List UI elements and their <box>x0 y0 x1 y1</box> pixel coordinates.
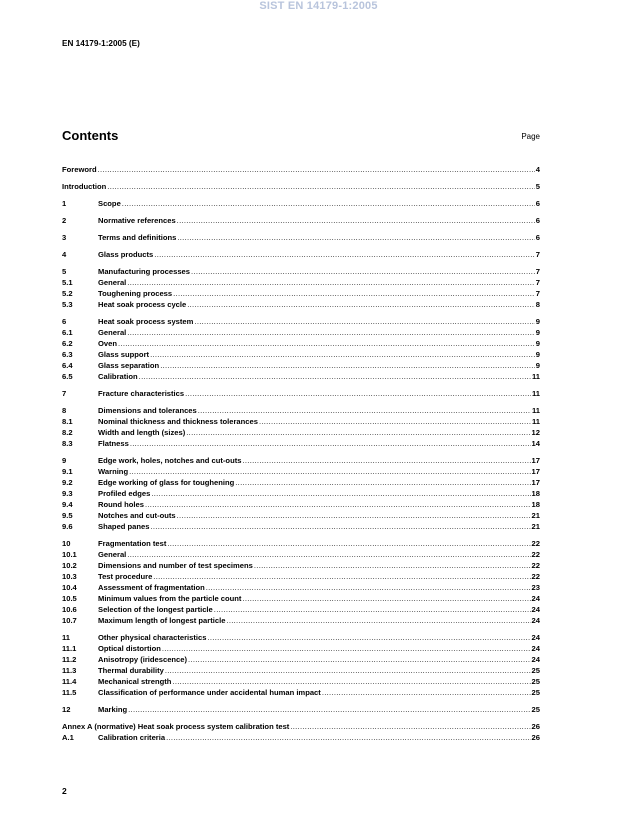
toc-entry-number: 1 <box>62 199 67 208</box>
toc-entry[interactable] <box>62 165 540 175</box>
toc-entry-title: Glass separation <box>98 361 160 370</box>
dot-leader <box>150 350 535 360</box>
dot-leader <box>194 317 534 327</box>
toc-entry-page: 18 <box>531 500 540 509</box>
toc-entry-title: Dimensions and number of test specimens <box>98 561 253 570</box>
toc-entry-number: 9.1 <box>62 467 73 476</box>
toc-entry[interactable] <box>62 350 540 360</box>
toc-entry-page: 11 <box>531 389 540 398</box>
toc-entry-page: 22 <box>531 572 540 581</box>
toc-entry[interactable] <box>62 572 540 582</box>
toc-entry-page: 17 <box>531 478 540 487</box>
toc-entry-title: General <box>98 328 127 337</box>
toc-entry-title: Glass support <box>98 350 150 359</box>
toc-entry[interactable] <box>62 733 540 743</box>
toc-entry-title: Toughening process <box>98 289 173 298</box>
toc-entry-title: Marking <box>98 705 128 714</box>
dot-leader <box>166 733 530 743</box>
toc-entry-number: 6.3 <box>62 350 73 359</box>
toc-entry-title: Minimum values from the particle count <box>98 594 242 603</box>
toc-entry-title: Selection of the longest particle <box>98 605 213 614</box>
dot-leader <box>145 500 531 510</box>
toc-entry-number: 6.4 <box>62 361 73 370</box>
dot-leader <box>127 278 534 288</box>
toc-entry[interactable] <box>62 300 540 310</box>
toc-entry-number: 11.5 <box>62 688 77 697</box>
dot-leader <box>177 511 531 521</box>
toc-entry-title: Calibration criteria <box>98 733 166 742</box>
toc-entry[interactable] <box>62 666 540 676</box>
dot-leader <box>173 289 535 299</box>
toc-entry-title: Nominal thickness and thickness tolerances <box>98 417 258 426</box>
toc-entry-page: 26 <box>531 733 540 742</box>
toc-entry-number: A.1 <box>62 733 74 742</box>
document-id: EN 14179-1:2005 (E) <box>62 39 140 48</box>
toc-entry[interactable] <box>62 539 540 549</box>
dot-leader <box>154 250 534 260</box>
toc-entry-page: 22 <box>531 539 540 548</box>
toc-entry-title: General <box>98 278 127 287</box>
toc-entry-title: Fracture characteristics <box>98 389 185 398</box>
toc-entry-title: Width and length (sizes) <box>98 428 186 437</box>
toc-entry-number: 9.6 <box>62 522 73 531</box>
toc-entry-number: 10.5 <box>62 594 77 603</box>
toc-entry[interactable] <box>62 633 540 643</box>
toc-entry[interactable] <box>62 372 540 382</box>
toc-entry-page: 25 <box>531 666 540 675</box>
toc-entry-page: 24 <box>531 644 540 653</box>
toc-entry[interactable] <box>62 456 540 466</box>
dot-leader <box>207 633 530 643</box>
toc-entry[interactable] <box>62 267 540 277</box>
toc-entry-title: Round holes <box>98 500 144 509</box>
dot-leader <box>198 406 531 416</box>
dot-leader <box>177 233 534 243</box>
dot-leader <box>172 677 530 687</box>
toc-entry-page: 7 <box>535 250 540 259</box>
toc-entry[interactable] <box>62 417 540 427</box>
toc-entry-page: 7 <box>535 267 540 276</box>
toc-entry[interactable] <box>62 605 540 615</box>
toc-entry-number: 4 <box>62 250 67 259</box>
toc-entry-page: 24 <box>531 605 540 614</box>
toc-entry-page: 4 <box>535 165 540 174</box>
page-number: 2 <box>62 786 67 796</box>
toc-entry-title: Other physical characteristics <box>98 633 207 642</box>
toc-entry-title: Profiled edges <box>98 489 151 498</box>
toc-entry-page: 9 <box>535 350 540 359</box>
dot-leader <box>188 655 531 665</box>
toc-entry-title: Shaped panes <box>98 522 150 531</box>
toc-entry-page: 21 <box>531 511 540 520</box>
toc-entry-title: Notches and cut-outs <box>98 511 176 520</box>
toc-entry-number: 8.1 <box>62 417 73 426</box>
toc-entry[interactable] <box>62 361 540 371</box>
toc-entry-number: 6 <box>62 317 67 326</box>
toc-entry-title: Test procedure <box>98 572 153 581</box>
toc-entry-title: Mechanical strength <box>98 677 172 686</box>
toc-entry-number: 3 <box>62 233 67 242</box>
toc-entry-title: Oven <box>98 339 117 348</box>
toc-entry-title: Foreword <box>62 165 97 174</box>
page-column-label: Page <box>521 132 540 141</box>
toc-entry-page: 21 <box>531 522 540 531</box>
toc-entry-page: 7 <box>535 278 540 287</box>
dot-leader <box>214 605 531 615</box>
toc-entry-number: 10 <box>62 539 71 548</box>
toc-entry-title: Warning <box>98 467 129 476</box>
toc-entry-title: Calibration <box>98 372 138 381</box>
toc-entry-number: 10.1 <box>62 550 77 559</box>
toc-entry[interactable] <box>62 216 540 226</box>
toc-entry-title: Scope <box>98 199 121 208</box>
dot-leader <box>206 583 531 593</box>
toc-entry-page: 17 <box>531 467 540 476</box>
toc-entry[interactable] <box>62 317 540 327</box>
toc-entry[interactable] <box>62 616 540 626</box>
toc-entry-number: 9.4 <box>62 500 73 509</box>
dot-leader <box>129 467 530 477</box>
toc-entry-number: 8 <box>62 406 67 415</box>
toc-entry-number: 6.1 <box>62 328 73 337</box>
dot-leader <box>322 688 531 698</box>
toc-entry[interactable] <box>62 511 540 521</box>
toc-entry-page: 14 <box>531 439 540 448</box>
dot-leader <box>127 550 530 560</box>
dot-leader <box>151 489 530 499</box>
toc-entry[interactable] <box>62 428 540 438</box>
toc-entry[interactable] <box>62 233 540 243</box>
dot-leader <box>150 522 530 532</box>
toc-entry-page: 24 <box>531 594 540 603</box>
toc-entry-page: 11 <box>531 417 540 426</box>
toc-entry-page: 9 <box>535 339 540 348</box>
toc-entry[interactable] <box>62 406 540 416</box>
toc-entry-page: 8 <box>535 300 540 309</box>
toc-entry-page: 17 <box>531 456 540 465</box>
dot-leader <box>122 199 535 209</box>
toc-entry[interactable] <box>62 705 540 715</box>
dot-leader <box>153 572 530 582</box>
toc-entry-number: 8.3 <box>62 439 73 448</box>
toc-entry-page: 12 <box>531 428 540 437</box>
toc-entry-title: Normative references <box>98 216 176 225</box>
toc-entry-title: Assessment of fragmentation <box>98 583 205 592</box>
dot-leader <box>139 372 531 382</box>
dot-leader <box>191 267 535 277</box>
toc-entry-title: General <box>98 550 127 559</box>
toc-entry-number: 11 <box>62 633 71 642</box>
toc-entry-number: 6.2 <box>62 339 73 348</box>
toc-entry[interactable] <box>62 583 540 593</box>
toc-entry-page: 24 <box>531 616 540 625</box>
toc-entry-number: 5.1 <box>62 278 73 287</box>
toc-entry[interactable] <box>62 594 540 604</box>
toc-entry-page: 25 <box>531 688 540 697</box>
toc-entry-number: 10.7 <box>62 616 77 625</box>
toc-entry[interactable] <box>62 278 540 288</box>
toc-entry-number: 5.3 <box>62 300 73 309</box>
toc-entry-page: 24 <box>531 633 540 642</box>
toc-entry-number: 2 <box>62 216 67 225</box>
toc-entry[interactable] <box>62 328 540 338</box>
toc-entry-title: Heat soak process cycle <box>98 300 187 309</box>
dot-leader <box>127 328 534 338</box>
dot-leader <box>130 439 531 449</box>
toc-entry-page: 24 <box>531 655 540 664</box>
toc-entry-number: 10.4 <box>62 583 77 592</box>
toc-entry-number: 12 <box>62 705 71 714</box>
toc-entry[interactable] <box>62 522 540 532</box>
dot-leader <box>185 389 531 399</box>
dot-leader <box>242 456 530 466</box>
dot-leader <box>242 594 530 604</box>
toc-entry-number: 10.3 <box>62 572 77 581</box>
dot-leader <box>160 361 535 371</box>
toc-entry-page: 22 <box>531 561 540 570</box>
dot-leader <box>235 478 530 488</box>
toc-entry-number: 8.2 <box>62 428 73 437</box>
toc-entry[interactable] <box>62 561 540 571</box>
toc-entry[interactable] <box>62 439 540 449</box>
dot-leader <box>186 428 530 438</box>
dot-leader <box>290 722 530 732</box>
toc-entry-number: 5 <box>62 267 67 276</box>
toc-entry-number: 9 <box>62 456 67 465</box>
toc-entry-number: 11.1 <box>62 644 77 653</box>
toc-entry[interactable] <box>62 182 540 192</box>
dot-leader <box>254 561 531 571</box>
toc-entry-title: Anisotropy (iridescence) <box>98 655 188 664</box>
toc-entry-number: 9.5 <box>62 511 73 520</box>
toc-entry-page: 25 <box>531 705 540 714</box>
toc-entry-title: Thermal durability <box>98 666 164 675</box>
toc-entry-page: 6 <box>535 216 540 225</box>
toc-entry-title: Terms and definitions <box>98 233 177 242</box>
dot-leader <box>118 339 535 349</box>
dot-leader <box>162 644 531 654</box>
toc-entry-title: Annex A (normative) Heat soak process system calibration test <box>62 722 290 731</box>
toc-entry-title: Dimensions and tolerances <box>98 406 197 415</box>
toc-entry[interactable] <box>62 289 540 299</box>
toc-entry-title: Heat soak process system <box>98 317 194 326</box>
toc-entry-page: 23 <box>531 583 540 592</box>
toc-entry[interactable] <box>62 655 540 665</box>
toc-entry-number: 6.5 <box>62 372 73 381</box>
toc-entry-title: Manufacturing processes <box>98 267 190 276</box>
toc-entry-page: 22 <box>531 550 540 559</box>
toc-entry-number: 9.2 <box>62 478 73 487</box>
contents-heading: Contents <box>62 128 119 143</box>
toc-entry-number: 10.6 <box>62 605 77 614</box>
toc-entry[interactable] <box>62 500 540 510</box>
toc-entry-title: Introduction <box>62 182 107 191</box>
toc-entry-number: 9.3 <box>62 489 73 498</box>
toc-entry[interactable] <box>62 250 540 260</box>
toc-entry-page: 9 <box>535 361 540 370</box>
toc-entry-title: Maximum length of longest particle <box>98 616 226 625</box>
toc-entry-title: Edge work, holes, notches and cut-outs <box>98 456 242 465</box>
toc-entry-page: 11 <box>531 372 540 381</box>
toc-entry-page: 26 <box>531 722 540 731</box>
toc-entry[interactable] <box>62 467 540 477</box>
dot-leader <box>98 165 535 175</box>
toc-entry-page: 9 <box>535 317 540 326</box>
toc-entry-page: 6 <box>535 199 540 208</box>
watermark: SIST EN 14179-1:2005 <box>259 0 378 12</box>
toc-entry-title: Glass products <box>98 250 154 259</box>
toc-entry-page: 6 <box>535 233 540 242</box>
toc-entry[interactable] <box>62 489 540 499</box>
dot-leader <box>107 182 534 192</box>
toc-entry-title: Fragmentation test <box>98 539 167 548</box>
toc-entry-page: 11 <box>531 406 540 415</box>
toc-entry-title: Flatness <box>98 439 129 448</box>
toc-entry[interactable] <box>62 688 540 698</box>
toc-entry-number: 11.3 <box>62 666 77 675</box>
toc-entry[interactable] <box>62 677 540 687</box>
toc-entry[interactable] <box>62 722 540 732</box>
toc-entry-number: 11.2 <box>62 655 77 664</box>
toc-entry[interactable] <box>62 339 540 349</box>
toc-entry-title: Edge working of glass for toughening <box>98 478 235 487</box>
toc-entry[interactable] <box>62 199 540 209</box>
toc-entry-number: 10.2 <box>62 561 77 570</box>
dot-leader <box>259 417 531 427</box>
dot-leader <box>226 616 530 626</box>
dot-leader <box>177 216 535 226</box>
toc-entry-number: 7 <box>62 389 67 398</box>
toc-entry-title: Classification of performance under accidental human impact <box>98 688 321 697</box>
toc-entry-page: 5 <box>535 182 540 191</box>
toc-entry[interactable] <box>62 644 540 654</box>
toc-entry[interactable] <box>62 478 540 488</box>
toc-entry[interactable] <box>62 389 540 399</box>
dot-leader <box>167 539 530 549</box>
toc-entry-number: 11.4 <box>62 677 77 686</box>
toc-entry-page: 18 <box>531 489 540 498</box>
toc-entry-number: 5.2 <box>62 289 73 298</box>
dot-leader <box>165 666 531 676</box>
toc-entry-page: 7 <box>535 289 540 298</box>
toc-entry-title: Optical distortion <box>98 644 161 653</box>
toc-entry[interactable] <box>62 550 540 560</box>
dot-leader <box>187 300 535 310</box>
toc-entry-page: 9 <box>535 328 540 337</box>
toc-entry-page: 25 <box>531 677 540 686</box>
dot-leader <box>128 705 530 715</box>
